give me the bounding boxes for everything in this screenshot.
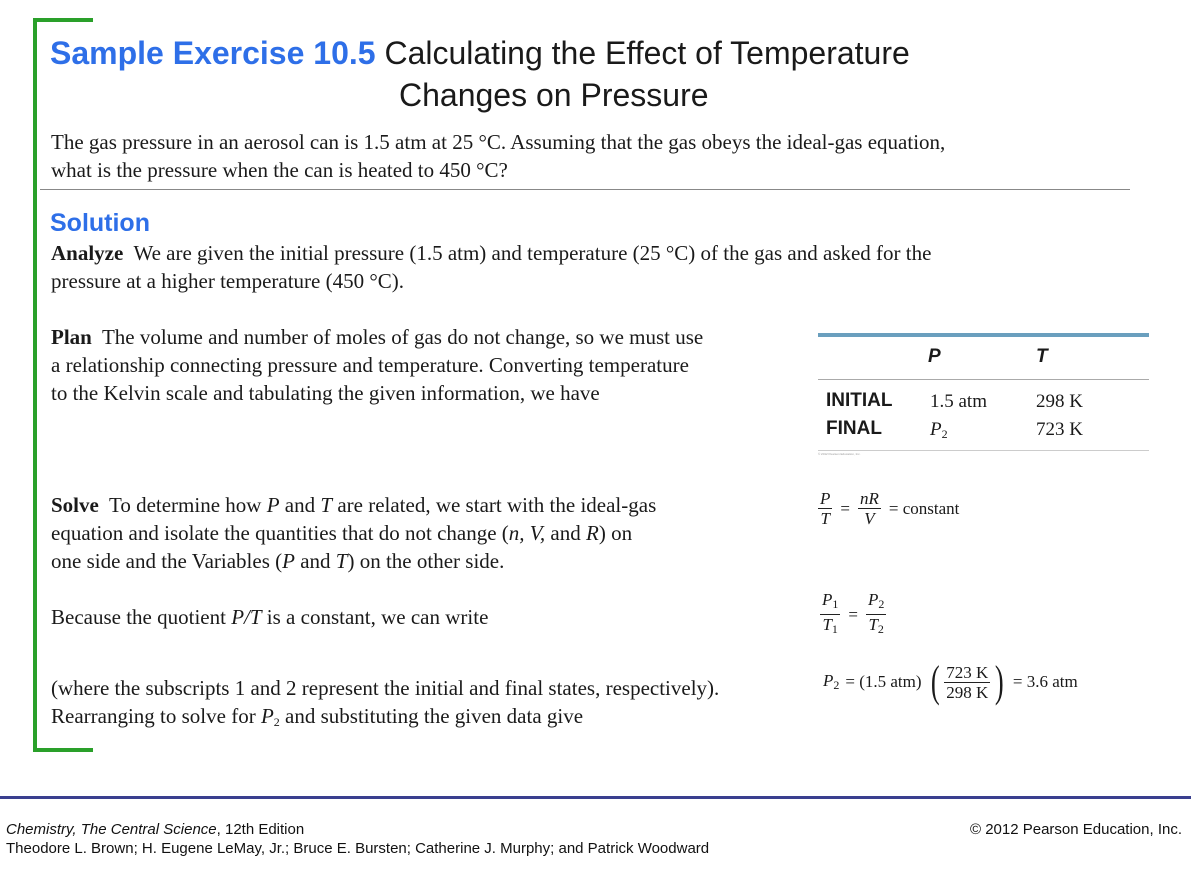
solve-paragraph: Solve To determine how P and T are related, we start with the ideal-gas equation and isolate the quantities that do not change (n, V, and R) on one side and the Variables (P and T) on the other side. <box>51 493 657 573</box>
page-title <box>50 32 910 74</box>
paren-right: ) <box>995 657 1004 706</box>
footer-citation <box>6 820 709 858</box>
analyze-line-1: We are given the initial pressure (1.5 atm) and temperature (25 °C) of the gas and asked for the <box>133 241 932 265</box>
table-header-rule <box>818 379 1149 380</box>
plan-label: Plan <box>51 325 92 349</box>
footer-copyright: © 2012 Pearson Education, Inc. <box>969 821 1182 838</box>
data-table <box>818 333 1149 458</box>
where-paragraph <box>51 674 719 736</box>
equation-result: $P_2$ = (1.5 atm) ( $\frac{723 K}{298 K}$ ) = 3.6 atm <box>823 657 1078 706</box>
analyze-line-2: pressure at a higher temperature (450 °C). <box>51 269 405 293</box>
exercise-label: Sample Exercise 10.5 <box>50 35 376 71</box>
row-initial-t: 298 K <box>1036 391 1083 412</box>
table-bottom-rule <box>818 450 1149 451</box>
row-final-label: FINAL <box>826 418 882 439</box>
plan-paragraph <box>51 323 703 407</box>
footer-edition: , 12th Edition <box>216 821 305 838</box>
frame-top-bar <box>33 18 93 22</box>
title-line-1: Calculating the Effect of Temperature <box>384 35 910 71</box>
row-initial-label: INITIAL <box>826 390 893 411</box>
where-line-2: Rearranging to solve for $P_2$ and substituting the given data give <box>51 704 584 729</box>
problem-line-2: what is the pressure when the can is heated to 450 °C? <box>51 158 508 182</box>
footer-book-title: Chemistry, The Central Science <box>6 821 217 838</box>
where-line-1: (where the subscripts 1 and 2 represent the initial and final states, respectively). <box>51 676 720 700</box>
plan-line-3: to the Kelvin scale and tabulating the given information, we have <box>51 381 600 405</box>
footer-rule <box>0 796 1191 799</box>
analyze-label: Analyze <box>51 241 124 265</box>
quotient-sentence: Because the quotient P/T is a constant, we can write <box>51 605 489 629</box>
problem-line-1: The gas pressure in an aerosol can is 1.5 atm at 25 °C. Assuming that the gas obeys the ideal-gas equation, <box>51 130 946 154</box>
title-line-2: Changes on Pressure <box>399 77 709 113</box>
solution-heading: Solution <box>50 209 150 237</box>
table-top-rule <box>818 333 1149 337</box>
footer-authors: Theodore L. Brown; H. Eugene LeMay, Jr.; Bruce E. Bursten; Catherine J. Murphy; and Patrick Woodward <box>6 840 710 857</box>
equation-ideal-gas: $\frac{P}{T}$ = $\frac{nR}{V}$ = constant <box>820 489 960 528</box>
problem-divider <box>40 189 1130 190</box>
plan-line-2: a relationship connecting pressure and temperature. Converting temperature <box>51 353 689 377</box>
table-credit: © 2012 Pearson Education, Inc. <box>818 452 861 456</box>
problem-statement <box>51 128 945 184</box>
solve-label: Solve <box>51 493 99 517</box>
row-initial-p: 1.5 atm <box>930 391 987 412</box>
table-header-p: P <box>928 346 941 367</box>
equation-ratio: $\frac{P_1}{T_1}$ = $\frac{P_2}{T_2}$ <box>822 590 885 636</box>
row-final-t: 723 K <box>1036 419 1083 440</box>
row-final-p: $P_2$ <box>930 419 948 441</box>
analyze-paragraph <box>51 239 931 295</box>
plan-line-1: The volume and number of moles of gas do not change, so we must use <box>101 325 704 349</box>
frame-bottom-bar <box>33 748 93 752</box>
table-header-t: T <box>1036 346 1048 367</box>
paren-left: ( <box>930 657 940 706</box>
frame-left-bar <box>33 18 37 752</box>
